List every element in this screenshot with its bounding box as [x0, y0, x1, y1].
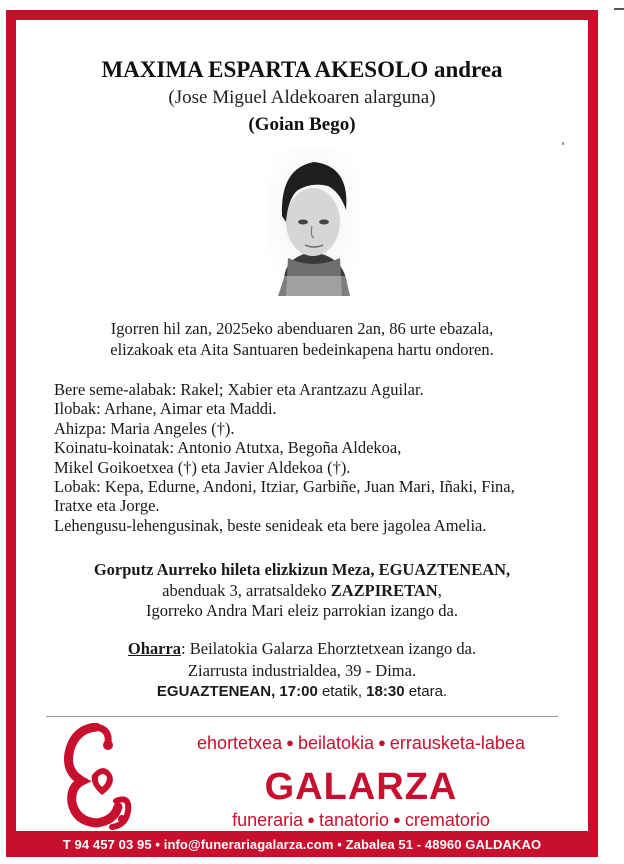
service-item: errausketa-labea — [389, 733, 525, 753]
family-line: Bere seme-alabak: Rakel; Xabier eta Arantzazu Aguilar. — [54, 380, 424, 399]
deceased-name: MAXIMA ESPARTA AKESOLO andrea — [101, 57, 503, 82]
note-text: : Beilatokia Galarza Ehorztetxean izango da. — [181, 639, 477, 658]
announcement-line: Igorren hil zan, 2025eko abenduaren 2an, 86 urte ebazala, — [110, 319, 494, 338]
services-basque — [151, 733, 571, 754]
death-announcement — [36, 318, 568, 360]
mass-time: ZAZPIRETAN — [330, 580, 438, 600]
mass-date: abenduak 3, arratsaldeko — [162, 580, 331, 600]
mass-time-line — [26, 581, 578, 602]
service-item: tanatorio — [318, 810, 390, 830]
bullet-icon: ● — [378, 735, 386, 750]
goian-bego: (Goian Bego) — [248, 114, 356, 135]
wake-day: EGUAZTENEAN, — [156, 683, 276, 700]
bullet-icon: ● — [286, 735, 294, 750]
announcement-line: elizakoak eta Aita Santuaren bedeinkapena hartu ondoren. — [110, 340, 494, 359]
family-line: Iratxe eta Jorge. — [54, 496, 160, 516]
services-spanish — [151, 810, 571, 831]
bullet-icon: ● — [393, 812, 401, 827]
scan-speck — [562, 142, 564, 145]
galarza-logo-icon — [56, 723, 138, 833]
obituary-border — [6, 10, 598, 857]
wake-to-time: 18:30 — [366, 683, 405, 700]
contact-strip: T 94 457 03 95 • info@funerariagalarza.com • Zabalea 51 - 48960 GALDAKAO — [62, 836, 542, 852]
widow-of: (Jose Miguel Aldekoaren alarguna) — [168, 87, 436, 108]
portrait-photo — [266, 148, 360, 296]
family-line: Lehengusu-lehengusinak, beste senideak eta bere jagolea Amelia. — [54, 515, 487, 535]
wake-from-word: etatik, — [321, 683, 362, 700]
service-item: ehortetxea — [197, 733, 283, 753]
funeral-mass-info — [26, 560, 578, 622]
note-line — [26, 638, 578, 660]
wake-note — [26, 638, 578, 703]
service-item: funeraria — [232, 810, 304, 830]
scan-mark — [614, 8, 624, 10]
obituary-card — [16, 20, 588, 831]
scan-edge — [610, 0, 624, 864]
family-line: Mikel Goikoetxea (†) eta Javier Aldekoa (†). — [54, 457, 351, 477]
service-item: crematorio — [404, 810, 490, 830]
mass-comma: , — [437, 580, 442, 600]
family-line: Ahizpa: Maria Angeles (†). — [54, 418, 235, 438]
family-line: Lobak: Kepa, Edurne, Andoni, Itziar, Garbiñe, Juan Mari, Iñaki, Fina, — [54, 477, 515, 497]
note-label: Oharra — [127, 639, 182, 658]
mass-line: Gorputz Aurreko hileta elizkizun Meza, EGUAZTENEAN, — [93, 560, 511, 579]
service-item: beilatokia — [297, 733, 375, 753]
family-list — [54, 380, 574, 535]
mass-place: Igorreko Andra Mari eleiz parrokian izango da. — [146, 601, 458, 620]
wake-to-word: etara. — [408, 683, 448, 700]
divider — [46, 716, 558, 717]
wake-from-time: 17:00 — [279, 683, 318, 700]
family-line: Koinatu-koinatak: Antonio Atutxa, Begoña Aldekoa, — [54, 438, 402, 458]
family-line: Ilobak: Arhane, Aimar eta Maddi. — [54, 399, 277, 419]
note-address: Ziarrusta industrialdea, 39 - Dima. — [187, 660, 417, 680]
brand-name: GALARZA — [264, 766, 458, 808]
bullet-icon: ● — [307, 812, 315, 827]
wake-hours — [26, 681, 578, 703]
